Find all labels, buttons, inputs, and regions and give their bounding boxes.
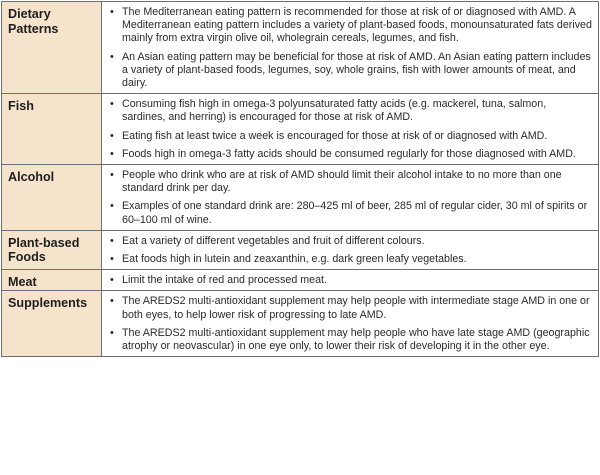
recommendations-cell <box>102 270 599 291</box>
table-row <box>2 2 599 94</box>
list-item: • Limit the intake of red and processed meat. <box>110 274 592 287</box>
category-cell: Meat <box>2 270 102 291</box>
bullet-list <box>110 274 592 287</box>
list-item: • The AREDS2 multi-antioxidant supplement may help people who have late stage AMD (geographic atrophy or neovascular) in one eye only, to lower their risk of developing it in the other eye. <box>110 327 592 353</box>
list-item: • Eat foods high in lutein and zeaxanthin, e.g. dark green leafy vegetables. <box>110 253 592 266</box>
list-item: • Foods high in omega-3 fatty acids should be consumed regularly for those diagnosed with AMD. <box>110 148 592 161</box>
table-row <box>2 94 599 165</box>
recommendations-cell <box>102 2 599 94</box>
list-item: • Eat a variety of different vegetables and fruit of different colours. <box>110 235 592 248</box>
bullet-list <box>110 6 592 90</box>
table-row <box>2 165 599 231</box>
category-cell: Plant-based Foods <box>2 230 102 269</box>
list-item: • The AREDS2 multi-antioxidant supplement may help people with intermediate stage AMD in one or both eyes, to help lower risk of progressing to late AMD. <box>110 295 592 321</box>
bullet-list <box>110 295 592 353</box>
category-cell: Dietary Patterns <box>2 2 102 94</box>
list-item: • The Mediterranean eating pattern is recommended for those at risk of or diagnosed with AMD. A Mediterranean eating pattern includes a variety of plant-based foods, monounsaturated fats derived mainly from extra virgin olive oil, wholegrain cereals, legumes, and fish. <box>110 6 592 46</box>
recommendations-cell <box>102 165 599 231</box>
list-item: • Examples of one standard drink are: 280–425 ml of beer, 285 ml of regular cider, 30 ml of spirits or 60–100 ml of wine. <box>110 200 592 226</box>
list-item: • People who drink who are at risk of AMD should limit their alcohol intake to no more than one standard drink per day. <box>110 169 592 195</box>
bullet-list <box>110 98 592 161</box>
category-cell: Supplements <box>2 291 102 357</box>
recommendations-cell <box>102 291 599 357</box>
list-item: • Consuming fish high in omega-3 polyunsaturated fatty acids (e.g. mackerel, tuna, salmon, sardines, and herring) is encouraged for those at risk of AMD. <box>110 98 592 124</box>
bullet-list <box>110 169 592 227</box>
category-cell: Fish <box>2 94 102 165</box>
list-item: • Eating fish at least twice a week is encouraged for those at risk of or diagnosed with AMD. <box>110 130 592 143</box>
table-row <box>2 270 599 291</box>
recommendations-cell <box>102 94 599 165</box>
category-cell: Alcohol <box>2 165 102 231</box>
bullet-list <box>110 235 592 266</box>
table-row <box>2 291 599 357</box>
recommendations-cell <box>102 230 599 269</box>
recommendations-table <box>1 1 599 357</box>
list-item: • An Asian eating pattern may be beneficial for those at risk of AMD. An Asian eating pattern includes a variety of plant-based foods, legumes, soy, whole grains, fish with lower amounts of meat, and dairy. <box>110 51 592 91</box>
table-row <box>2 230 599 269</box>
